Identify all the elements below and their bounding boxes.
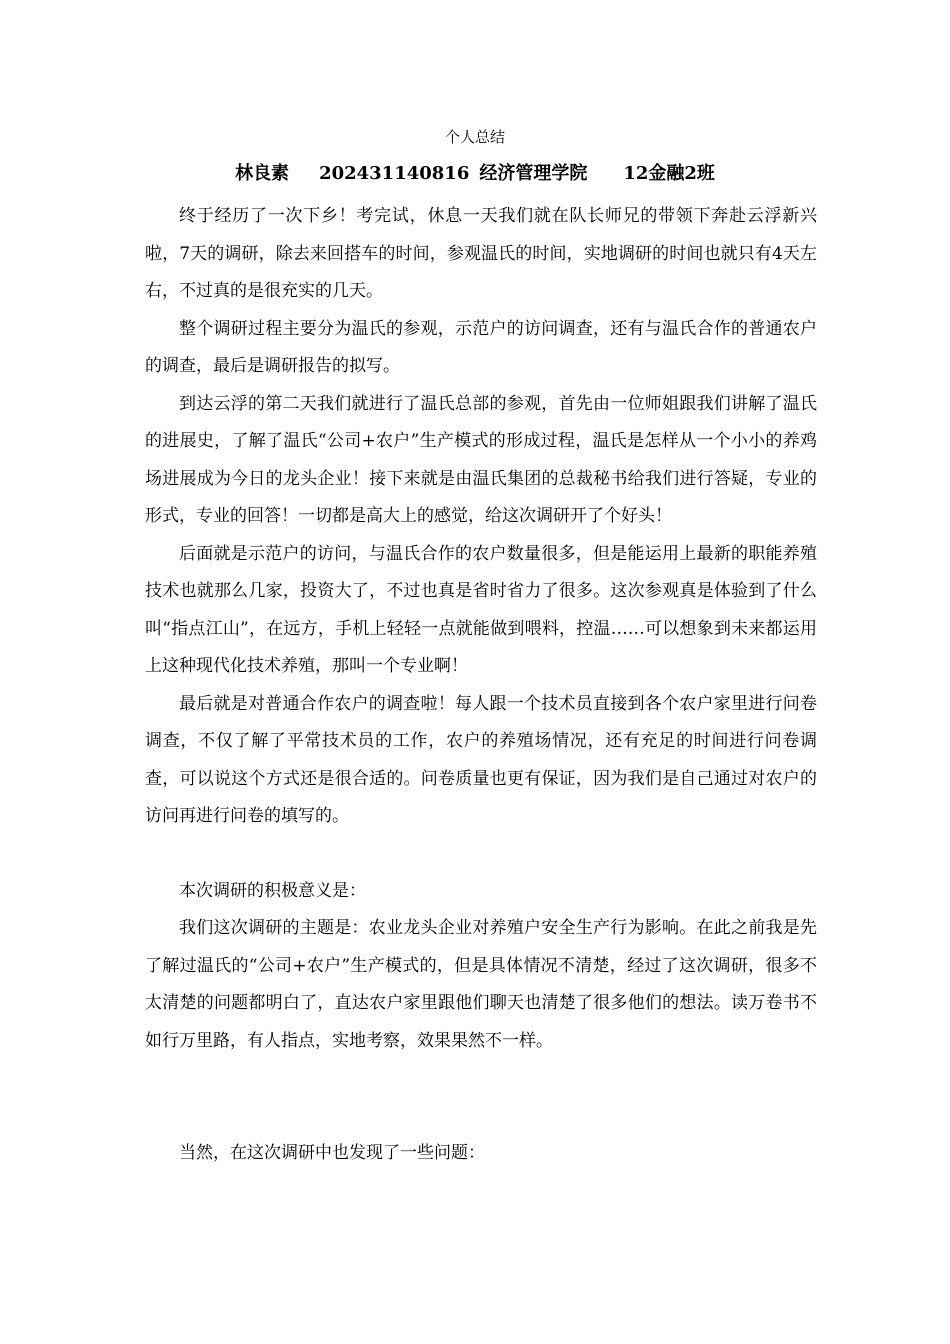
- author-line: [0, 160, 950, 188]
- paragraph-headquarters-visit: 到达云浮的第二天我们就进行了温氏总部的参观，首先由一位师姐跟我们讲解了温氏的进展史，了解了温氏“公司+农户”生产模式的形成过程，温氏是怎样从一个小小的养鸡场进展成为今日的龙头企业！接下来就是由温氏集团的总裁秘书给我们进行答疑，专业的形式，专业的回答！一切都是高大上的感觉，给这次调研开了个好头！: [145, 393, 817, 526]
- paragraph-survey: 最后就是对普通合作农户的调查啦！每人跟一个技术员直接到各个农户家里进行问卷调查，不仅了解了平常技术员的工作，农户的养殖场情况，还有充足的时间进行问卷调查，可以说这个方式还是很合适的。问卷质量也更有保证，因为我们是自己通过对农户的访问再进行问卷的填写的。: [145, 693, 817, 826]
- blank-line: [145, 836, 817, 873]
- section-heading-problems: 当然，在这次调研中也发现了一些问题：: [179, 1143, 485, 1163]
- class-name: 12金融2班: [623, 163, 715, 184]
- paragraph-significance: 我们这次调研的主题是：农业龙头企业对养殖户安全生产行为影响。在此之前我是先了解过温氏的“公司+农户”生产模式的，但是具体情况不清楚，经过了这次调研，很多不太清楚的问题都明白了，直达农户家里跟他们聊天也清楚了很多他们的想法。读万卷书不如行万里路，有人指点，实地考察，效果果然不一样。: [145, 918, 817, 1051]
- document-body: [145, 198, 817, 1173]
- paragraph-intro: 终于经历了一次下乡！考完试，休息一天我们就在队长师兄的带领下奔赴云浮新兴啦，7天的调研，除去来回搭车的时间，参观温氏的时间，实地调研的时间也就只有4天左右，不过真的是很充实的几天。: [145, 206, 817, 301]
- author-name: 林良素: [235, 163, 290, 184]
- document-title: 个人总结: [444, 128, 505, 146]
- student-id: 202431140816: [319, 163, 470, 184]
- paragraph-demo-households: 后面就是示范户的访问，与温氏合作的农户数量很多，但是能运用上最新的职能养殖技术也就那么几家，投资大了，不过也真是省时省力了很多。这次参观真是体验到了什么叫“指点江山”，在远方，手机上轻轻一点就能做到喂料，控温……可以想象到未来都运用上这种现代化技术养殖，那叫一个专业啊！: [145, 543, 817, 676]
- section-heading-significance: 本次调研的积极意义是：: [179, 880, 366, 901]
- blank-line: [145, 1060, 817, 1135]
- college-name: 经济管理学院: [479, 163, 588, 184]
- paragraph-process: 整个调研过程主要分为温氏的参观，示范户的访问调查，还有与温氏合作的普通农户的调查，最后是调研报告的拟写。: [145, 318, 817, 376]
